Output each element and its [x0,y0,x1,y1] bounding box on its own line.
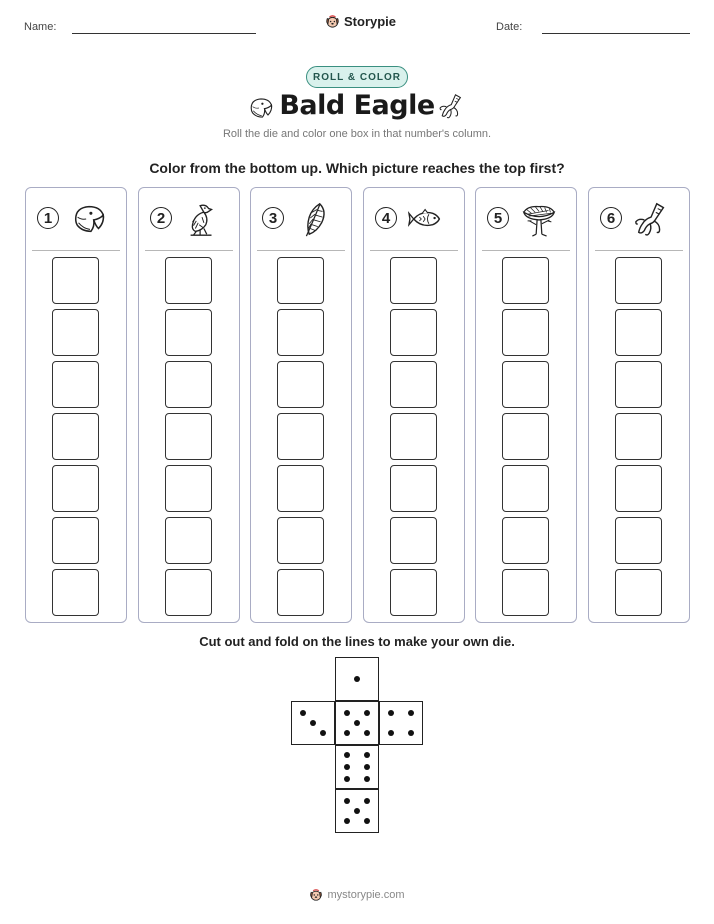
color-box[interactable] [165,517,212,564]
color-box[interactable] [615,465,662,512]
eagle-head-icon [70,200,108,238]
cut-instruction: Cut out and fold on the lines to make your own die. [199,634,515,649]
footer [0,888,714,902]
instruction-text: Color from the bottom up. Which picture reaches the top first? [149,160,565,176]
color-box[interactable] [277,309,324,356]
color-box[interactable] [52,361,99,408]
column-divider [595,250,683,251]
die-pip [344,752,350,758]
die-pip [364,818,370,824]
color-box[interactable] [390,361,437,408]
color-box[interactable] [615,569,662,616]
die-pip [364,710,370,716]
color-box[interactable] [502,465,549,512]
color-box[interactable] [615,517,662,564]
column-4 [363,187,465,623]
color-box[interactable] [52,413,99,460]
column-1 [25,187,127,623]
brand-logo [325,14,396,29]
column-number: 2 [150,207,172,229]
die-pip [364,752,370,758]
die-pip [344,798,350,804]
color-box[interactable] [502,517,549,564]
die-face-6 [335,745,379,789]
column-number: 6 [600,207,622,229]
column-divider [482,250,570,251]
die-pip [354,808,360,814]
die-pip [354,720,360,726]
fish-icon [408,200,446,238]
color-box[interactable] [165,309,212,356]
color-box[interactable] [390,257,437,304]
color-box[interactable] [615,361,662,408]
die-pip [364,730,370,736]
column-number: 4 [375,207,397,229]
die-pip [364,776,370,782]
talon-icon [438,92,466,120]
color-box[interactable] [52,517,99,564]
column-6 [588,187,690,623]
footer-website[interactable]: mystorypie.com [327,889,405,901]
brand-name: Storypie [344,14,397,29]
color-box[interactable] [277,465,324,512]
column-2 [138,187,240,623]
color-box[interactable] [277,569,324,616]
die-pip [344,818,350,824]
color-box[interactable] [502,257,549,304]
dog-mascot-icon [309,888,323,902]
color-box[interactable] [390,517,437,564]
color-box[interactable] [615,309,662,356]
die-face-1 [335,657,379,701]
color-box[interactable] [615,413,662,460]
color-box[interactable] [390,569,437,616]
color-box[interactable] [615,257,662,304]
color-box[interactable] [277,257,324,304]
column-divider [257,250,345,251]
die-face-3 [291,701,335,745]
color-box[interactable] [390,465,437,512]
die-pip [388,730,394,736]
color-box[interactable] [502,413,549,460]
talon-icon [633,200,671,238]
color-box[interactable] [165,465,212,512]
color-box[interactable] [165,413,212,460]
column-number: 1 [37,207,59,229]
column-number: 3 [262,207,284,229]
die-pip [364,798,370,804]
column-5 [475,187,577,623]
color-box[interactable] [277,361,324,408]
die-pip [408,710,414,716]
dog-mascot-icon [325,14,340,29]
die-pip [354,676,360,682]
color-box[interactable] [277,413,324,460]
page-title: Bald Eagle [279,90,435,121]
die-pip [364,764,370,770]
die-pip [310,720,316,726]
die-face-center [335,701,379,745]
roll-and-color-badge: ROLL & COLOR [306,66,408,88]
column-divider [32,250,120,251]
die-pip [344,710,350,716]
color-box[interactable] [390,413,437,460]
column-divider [370,250,458,251]
die-face-4 [379,701,423,745]
die-pip [344,730,350,736]
column-divider [145,250,233,251]
color-box[interactable] [52,465,99,512]
die-pip [344,776,350,782]
color-box[interactable] [52,309,99,356]
color-box[interactable] [52,257,99,304]
color-box[interactable] [52,569,99,616]
eagle-perched-icon [183,200,221,238]
color-box[interactable] [502,309,549,356]
column-3 [250,187,352,623]
die-pip [344,764,350,770]
color-box[interactable] [502,361,549,408]
subtitle: Roll the die and color one box in that number's column. [222,128,492,140]
name-label: Name: [24,21,57,33]
date-line[interactable] [542,33,690,34]
color-box[interactable] [502,569,549,616]
color-box[interactable] [165,361,212,408]
color-box[interactable] [165,257,212,304]
color-box[interactable] [390,309,437,356]
feather-icon [295,200,333,238]
name-line[interactable] [72,33,256,34]
die-pip [388,710,394,716]
date-label: Date: [496,21,523,33]
die-pip [320,730,326,736]
die-pip [300,710,306,716]
color-box[interactable] [165,569,212,616]
die-face-5 [335,789,379,833]
nest-in-tree-icon [520,200,558,238]
color-box[interactable] [277,517,324,564]
column-number: 5 [487,207,509,229]
die-pip [408,730,414,736]
